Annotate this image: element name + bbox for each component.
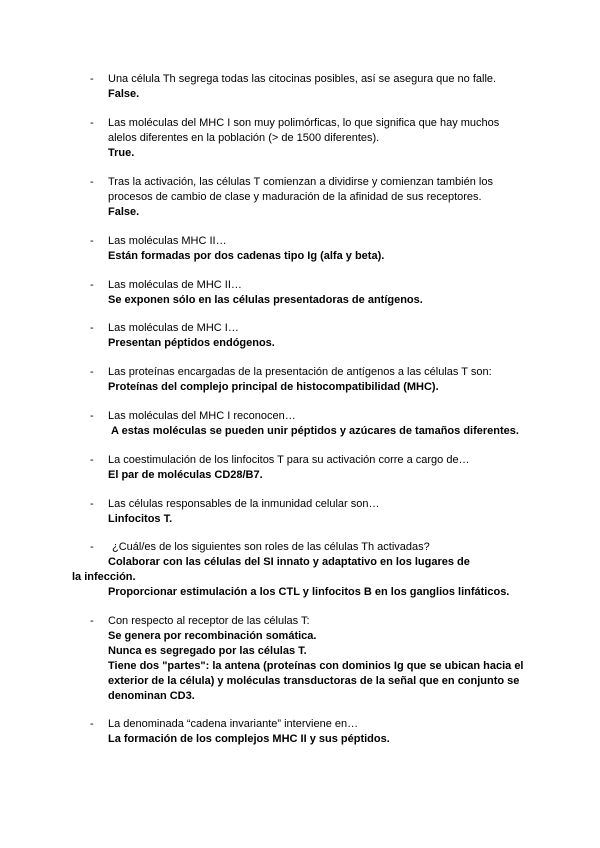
question-item bbox=[0, 717, 600, 747]
question-text: Las moléculas MHC II… bbox=[108, 235, 227, 247]
bullet-dash: - bbox=[90, 454, 94, 466]
answer-text: True. bbox=[108, 147, 135, 159]
bullet-dash: - bbox=[90, 73, 94, 85]
bullet-dash: - bbox=[90, 615, 94, 627]
question-item bbox=[0, 175, 600, 220]
answer-text: El par de moléculas CD28/B7. bbox=[108, 469, 263, 481]
answer-text: Presentan péptidos endógenos. bbox=[108, 337, 275, 349]
question-text: Las moléculas del MHC I son muy polimórficas, lo que significa que hay muchos alelos diferentes en la población (> de 1500 diferentes). bbox=[108, 117, 500, 144]
question-text: Las células responsables de la inmunidad celular son… bbox=[108, 498, 380, 510]
question-text: Las moléculas de MHC II… bbox=[108, 279, 242, 291]
question-text: Con respecto al receptor de las células T: bbox=[108, 615, 310, 627]
question-text: Las moléculas del MHC I reconocen… bbox=[108, 410, 296, 422]
question-text: ¿Cuál/es de los siguientes son roles de las células Th activadas? bbox=[112, 541, 430, 553]
answer-text: Se genera por recombinación somática. bbox=[108, 630, 317, 642]
bullet-dash: - bbox=[90, 235, 94, 247]
answer-text: Se exponen sólo en las células presentadoras de antígenos. bbox=[108, 294, 423, 306]
bullet-dash: - bbox=[90, 410, 94, 422]
question-text: Las moléculas de MHC I… bbox=[108, 322, 239, 334]
answer-text: Tiene dos "partes": la antena (proteínas con dominios Ig que se ubican hacia el exterior de la célula) y moléculas transductoras de la señal que en conjunto se denominan CD3. bbox=[108, 660, 524, 702]
question-text: La denominada “cadena invariante” interviene en… bbox=[108, 718, 359, 730]
question-item bbox=[0, 614, 600, 704]
question-text: Las proteínas encargadas de la presentación de antígenos a las células T son: bbox=[108, 366, 492, 378]
question-item bbox=[0, 278, 600, 308]
answer-text: False. bbox=[108, 88, 140, 100]
question-text: Tras la activación, las células T comienzan a dividirse y comienzan también los procesos de cambio de clase y maduración de la afinidad de sus receptores. bbox=[108, 176, 493, 203]
answer-text: Colaborar con las células del SI innato y adaptativo en los lugares de la infección. bbox=[72, 556, 470, 583]
question-item bbox=[0, 116, 600, 161]
bullet-dash: - bbox=[90, 366, 94, 378]
question-item bbox=[0, 365, 600, 395]
bullet-dash: - bbox=[90, 322, 94, 334]
bullet-dash: - bbox=[90, 176, 94, 188]
bullet-dash: - bbox=[90, 718, 94, 730]
bullet-dash: - bbox=[90, 117, 94, 129]
question-item bbox=[0, 540, 600, 600]
bullet-dash: - bbox=[90, 541, 94, 553]
answer-text: La formación de los complejos MHC II y sus péptidos. bbox=[108, 733, 390, 745]
question-text: Una célula Th segrega todas las citocinas posibles, así se asegura que no falle. bbox=[108, 73, 497, 85]
question-text: La coestimulación de los linfocitos T para su activación corre a cargo de… bbox=[108, 454, 470, 466]
bullet-dash: - bbox=[90, 279, 94, 291]
question-item bbox=[0, 321, 600, 351]
question-item bbox=[0, 234, 600, 264]
answer-text: Nunca es segregado por las células T. bbox=[108, 645, 307, 657]
answer-text: Linfocitos T. bbox=[108, 513, 173, 525]
question-item bbox=[0, 72, 600, 102]
answer-text: False. bbox=[108, 206, 140, 218]
answer-text: A estas moléculas se pueden unir péptidos y azúcares de tamaños diferentes. bbox=[111, 425, 519, 437]
bullet-dash: - bbox=[90, 498, 94, 510]
question-item bbox=[0, 409, 600, 439]
answer-text: Proteínas del complejo principal de histocompatibilidad (MHC). bbox=[108, 381, 439, 393]
answer-text: Están formadas por dos cadenas tipo Ig (alfa y beta). bbox=[108, 250, 385, 262]
question-item bbox=[0, 453, 600, 483]
question-item bbox=[0, 497, 600, 527]
answer-text: Proporcionar estimulación a los CTL y linfocitos B en los ganglios linfáticos. bbox=[108, 586, 510, 598]
